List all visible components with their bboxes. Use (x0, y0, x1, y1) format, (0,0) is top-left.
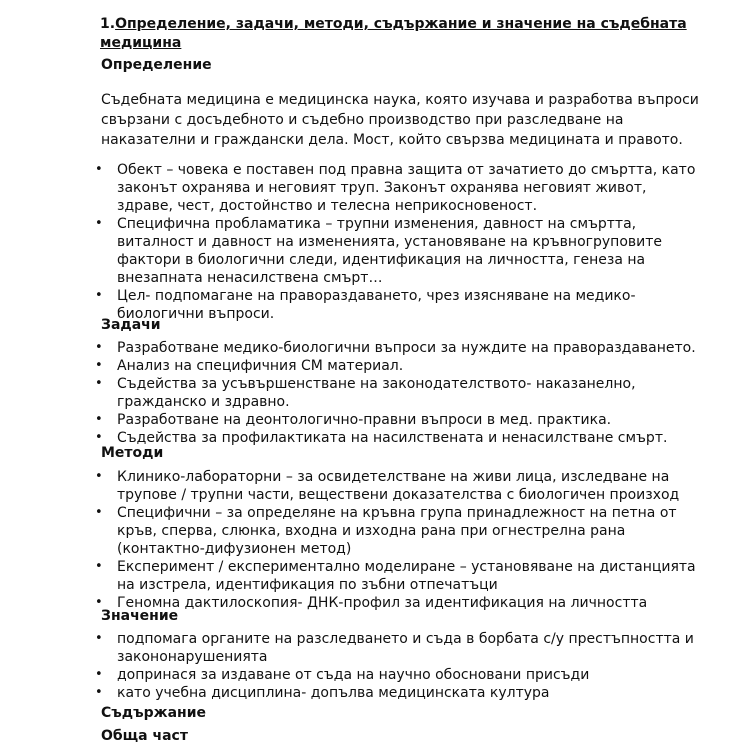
methods-list (0, 468, 700, 612)
title-text: Определение, задачи, методи, съдържание и значение на съдебната медицина (100, 16, 687, 51)
list-item: • Обект – човека е поставен под правна защита от зачатието до смъртта, като законът охранява и неговият труп. Законът охранява неговият живот, здраве, чест, достойнство и телесна неприкосновеност. (0, 161, 700, 215)
significance-list (0, 630, 700, 702)
list-item: • Съдейства за усъвършенстване на законодателството- наказанелно, гражданско и здравно. (0, 375, 700, 411)
title-number: 1. (100, 16, 116, 32)
definition-paragraph: Съдебната медицина е медицинска наука, която изучава и разработва въпроси свързани с досъдебното и съдебно производство при разследване на наказателни и граждански дела. Мост, който свързва медицината и правото. (101, 92, 699, 148)
list-item: • Специфични – за определяне на кръвна група принадлежност на петна от кръв, сперва, слюнка, входна и изходна рана при огнестрелна рана (контактно-дифузионен метод) (0, 504, 700, 558)
definition-list (0, 161, 700, 323)
list-item: • Анализ на специфичния СМ материал. (0, 357, 700, 375)
heading-tasks: Задачи (101, 317, 161, 333)
document-title (100, 15, 700, 53)
heading-significance: Значение (101, 608, 179, 624)
list-item: • Експеримент / експериментално моделиране – установяване на дистанцията на изстрела, идентификация по зъбни отпечатъци (0, 558, 700, 594)
heading-methods: Методи (101, 445, 164, 461)
list-item: • Цел- подпомагане на правораздаването, чрез изясняване на медико-биологични въпроси. (0, 287, 700, 323)
list-item: • Разработване на деонтологично-правни въпроси в мед. практика. (0, 411, 700, 429)
list-item: • Клинико-лабораторни – за освидетелстване на живи лица, изследване на трупове / трупни части, веществени доказателства с биологичен произход (0, 468, 700, 504)
list-item: • допринася за издаване от съда на научно обосновани присъди (0, 666, 700, 684)
list-item: • Специфична пробламатика – трупни изменения, давност на смъртта, виталност и давност на измененията, установяване на кръвногруповите фактори в биологични следи, идентификация на личността, генеза на внезапната ненасилствена смърт… (0, 215, 700, 287)
list-item: • Разработване медико-биологични въпроси за нуждите на правораздаването. (0, 339, 700, 357)
heading-content: Съдържание (101, 705, 206, 721)
list-item: • Съдейства за профилактиката на насилствената и ненасилстване смърт. (0, 429, 700, 447)
list-item: • като учебна дисциплина- допълва медицинската култура (0, 684, 700, 702)
tasks-list (0, 339, 700, 447)
heading-general: Обща част (101, 728, 188, 744)
list-item: • Геномна дактилоскопия- ДНК-профил за идентификация на личността (0, 594, 700, 612)
heading-definition: Определение (101, 57, 212, 73)
list-item: • подпомага органите на разследването и съда в борбата с/у престъпността и закононарушенията (0, 630, 700, 666)
